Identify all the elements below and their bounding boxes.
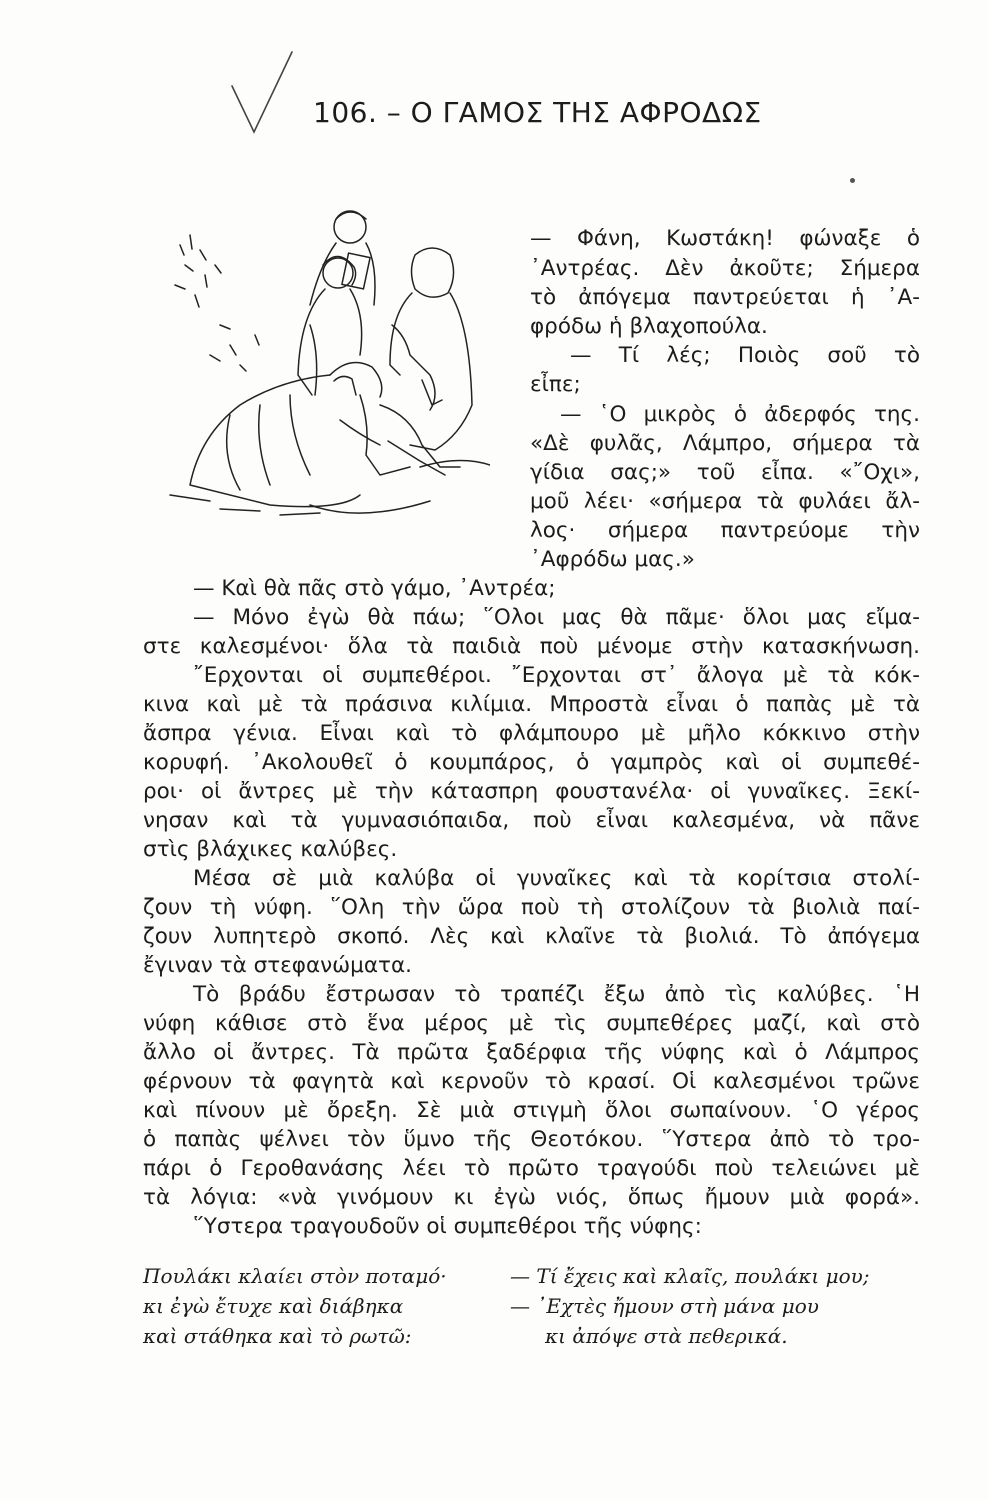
handwritten-checkmark-icon [226,48,296,138]
text-line: Μέσα σὲ μιὰ καλύβα οἱ γυναῖκες καὶ τὰ κορίτσια στολί- [193,866,920,891]
text-line: ζουν τὴ νύφη. ῞Ολη τὴν ὥρα ποὺ τὴ στολίζουν τὰ βιολιὰ παί- [143,895,920,920]
text-line: μοῦ λέει· «σήμερα τὰ φυλάει ἄλ- [530,489,920,514]
text-line: «Δὲ φυλᾶς, Λάμπρο, σήμερα τὰ [530,431,920,456]
text-line: στὶς βλάχικες καλύβες. [143,837,398,862]
text-line: ᾿Αφρόδω μας.» [530,547,695,572]
text-line: πάρι ὁ Γεροθανάσης λέει τὸ πρῶτο τραγούδι ποὺ τελειώνει μὲ [143,1156,920,1181]
text-line: — Μόνο ἐγὼ θὰ πάω; ῞Ολοι μας θὰ πᾶμε· ὅλοι μας εἴμα- [193,605,920,630]
text-line: — Φάνη, Κωστάκη! φώναξε ὁ [530,226,920,251]
stray-dot [850,178,855,183]
text-line: — Καὶ θὰ πᾶς στὸ γάμο, ᾿Αντρέα; [193,576,556,601]
text-line: ζουν λυπητερὸ σκοπό. Λὲς καὶ κλαῖνε τὰ βιολιά. Τὸ ἀπόγεμα [143,924,920,949]
text-line: ἄσπρα γένια. Εἶναι καὶ τὸ φλάμπουρο μὲ μῆλο κόκκινο στὴν [143,721,920,746]
text-line: φρόδω ἡ βλαχοπούλα. [530,314,768,339]
text-line: ροι· οἱ ἄντρες μὲ τὴν κάτασπρη φουστανέλα· οἱ γυναῖκες. Ξεκί- [143,779,920,804]
text-line: εἶπε; [530,372,581,397]
text-line: — Τί λές; Ποιὸς σοῦ τὸ [570,343,920,368]
poem-line: Πουλάκι κλαίει στὸν ποταμό· [143,1264,447,1288]
women-dressing-bride-illustration [160,205,490,540]
text-line: ῞Υστερα τραγουδοῦν οἱ συμπεθέροι τῆς νύφης: [193,1214,702,1239]
text-line: ᾿Αντρέας. Δὲν ἀκοῦτε; Σήμερα [530,256,920,281]
text-line: καὶ πίνουν μὲ ὄρεξη. Σὲ μιὰ στιγμὴ ὅλοι σωπαίνουν. ῾Ο γέρος [143,1098,920,1123]
text-line: τὰ λόγια: «νὰ γινόμουν κι ἐγὼ νιός, ὅπως ἤμουν μιὰ φορά». [143,1185,920,1210]
text-line: κινα καὶ μὲ τὰ πράσινα κιλίμια. Μπροστὰ εἶναι ὁ παπὰς μὲ τὰ [143,692,920,717]
poem-line: — ᾿Εχτὲς ἤμουν στὴ μάνα μου [510,1294,819,1318]
text-line: ἔγιναν τὰ στεφανώματα. [143,953,412,978]
poem-line: κι ἐγὼ ἔτυχε καὶ διάβηκα [143,1294,404,1318]
text-line: ἄλλο οἱ ἄντρες. Τὰ πρῶτα ξαδέρφια τῆς νύφης καὶ ὁ Λάμπρος [143,1040,920,1065]
text-line: τὸ ἀπόγεμα παντρεύεται ἡ ᾿Α- [530,285,920,310]
text-line: Τὸ βράδυ ἔστρωσαν τὸ τραπέζι ἔξω ἀπὸ τὶς καλύβες. ῾Η [193,982,920,1007]
text-line: φέρνουν τὰ φαγητὰ καὶ κερνοῦν τὸ κρασί. Οἱ καλεσμένοι τρῶνε [143,1069,920,1094]
poem-line: καὶ στάθηκα καὶ τὸ ρωτῶ: [143,1324,412,1348]
text-line: κορυφή. ᾿Ακολουθεῖ ὁ κουμπάρος, ὁ γαμπρὸς καὶ οἱ συμπεθέ- [143,750,920,775]
text-line: νησαν καὶ τὰ γυμνασιόπαιδα, ποὺ εἶναι καλεσμένα, νὰ πᾶνε [143,808,920,833]
page-title: 106. – Ο ΓΑΜΟΣ ΤΗΣ ΑΦΡΟΔΩΣ [313,96,762,129]
text-line: ῎Ερχονται οἱ συμπεθέροι. ῎Ερχονται στ᾿ ἄλογα μὲ τὰ κόκ- [193,663,920,688]
text-line: — ῾Ο μικρὸς ὁ ἀδερφός της. [560,402,920,427]
text-line: λος· σήμερα παντρεύομε τὴν [530,518,920,543]
text-line: νύφη κάθισε στὸ ἕνα μέρος μὲ τὶς συμπεθέρες μαζί, καὶ στὸ [143,1011,920,1036]
text-line: ὁ παπὰς ψέλνει τὸν ὕμνο τῆς Θεοτόκου. ῞Υστερα ἀπὸ τὸ τρο- [143,1127,920,1152]
text-line: στε καλεσμένοι· ὅλα τὰ παιδιὰ ποὺ μένομε στὴν κατασκήνωση. [143,634,920,659]
poem-line: κι ἀπόψε στὰ πεθερικά. [545,1324,788,1348]
text-line: γίδια σας;» τοῦ εἶπα. «῎Οχι», [530,460,920,485]
poem-line: — Τί ἔχεις καὶ κλαῖς, πουλάκι μου; [510,1264,870,1288]
